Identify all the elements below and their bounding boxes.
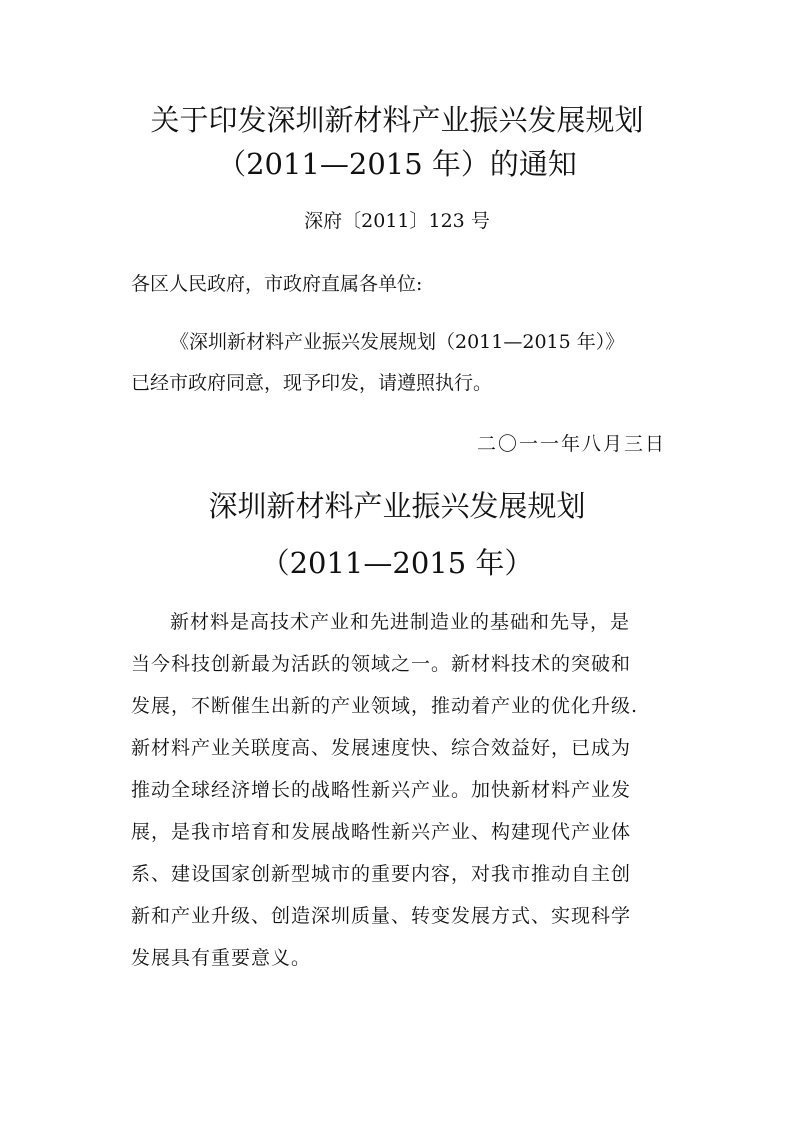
plan-body-line: 新材料产业关联度高、发展速度快、综合效益好，已成为	[131, 737, 632, 759]
notice-body-line2: 已经市政府同意，现予印发，请遵照执行。	[131, 372, 493, 394]
plan-body-line: 发展具有重要意义。	[131, 947, 312, 969]
plan-body-line: 当今科技创新最为活跃的领域之一。新材料技术的突破和	[131, 653, 632, 675]
notice-body-line1: 《深圳新材料产业振兴发展规划（2011—2015 年）》	[170, 331, 625, 353]
notice-title-line1: 关于印发深圳新材料产业振兴发展规划	[150, 103, 644, 137]
issue-date: 二〇一一年八月三日	[476, 433, 666, 455]
plan-title-line1: 深圳新材料产业振兴发展规划	[208, 489, 586, 523]
plan-body-line: 新材料是高技术产业和先进制造业的基础和先导，是	[170, 611, 631, 633]
plan-body-line: 系、建设国家创新型城市的重要内容，对我市推动自主创	[131, 863, 632, 885]
plan-title-line2: （2011—2015 年）	[260, 546, 534, 580]
plan-body-line: 推动全球经济增长的战略性新兴产业。加快新材料产业发	[131, 779, 632, 801]
plan-body-line: 发展，不断催生出新的产业领域，推动着产业的优化升级.	[131, 695, 639, 717]
notice-title-line2: （2011—2015 年）的通知	[217, 147, 577, 181]
document-number: 深府〔2011〕123 号	[304, 210, 490, 232]
plan-body-line: 展，是我市培育和发展战略性新兴产业、构建现代产业体	[131, 821, 632, 843]
plan-body-line: 新和产业升级、创造深圳质量、转变发展方式、实现科学	[131, 905, 632, 927]
addressee-line: 各区人民政府，市政府直属各单位:	[131, 273, 423, 295]
